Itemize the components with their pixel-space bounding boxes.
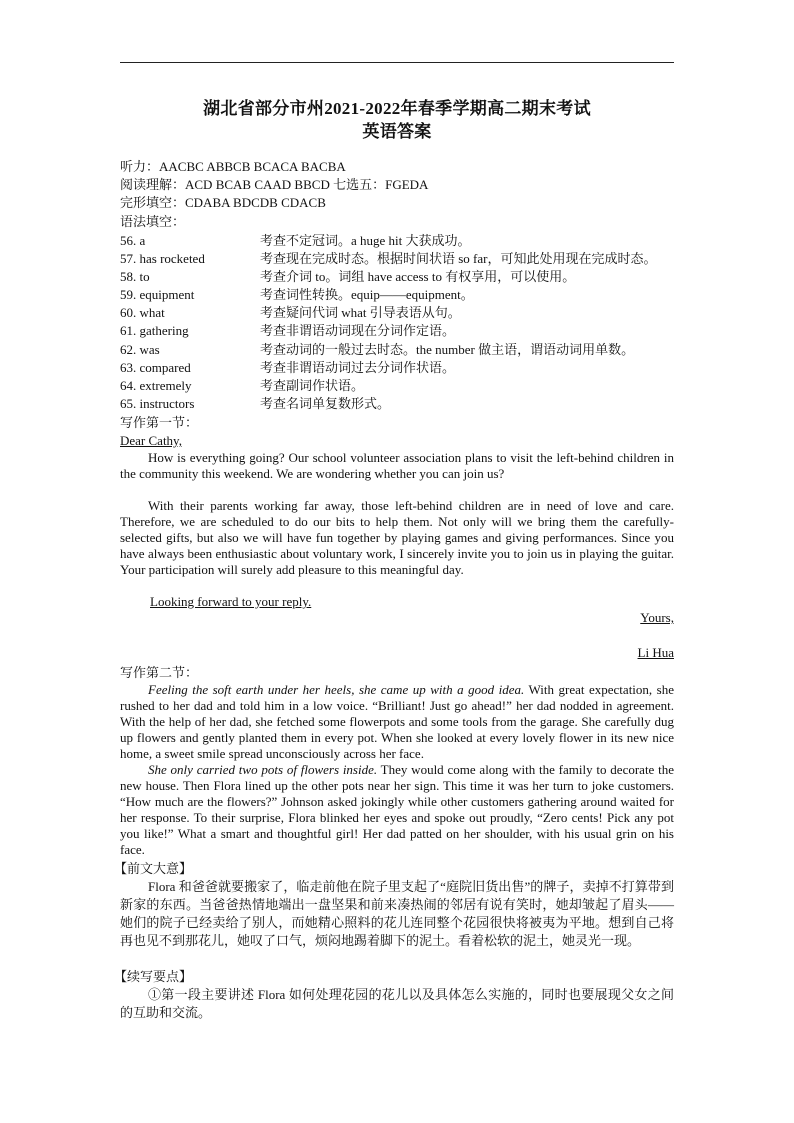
letter-signoff-text: Yours,	[640, 610, 674, 625]
letter-signoff	[120, 610, 674, 626]
grammar-row	[120, 341, 674, 359]
cloze-answers: 完形填空：CDABA BDCDB CDACB	[120, 195, 326, 210]
page-subtitle: 英语答案	[362, 122, 432, 141]
letter-signature-text: Li Hua	[637, 645, 674, 660]
grammar-row	[120, 359, 674, 377]
keypoints-text: ①第一段主要讲述 Flora 如何处理花园的花儿以及具体怎么实施的，同时也要展现父女之间的互助和交流。	[120, 987, 674, 1020]
grammar-answer: 57. has rocketed	[120, 251, 205, 266]
letter-paragraph-1: How is everything going? Our school volunteer association plans to visit the left-behind children in the community this weekend. We are wondering whether you can join us?	[120, 450, 674, 481]
grammar-row	[120, 395, 674, 413]
grammar-explanation: 考查词性转换。equip——equipment。	[260, 287, 474, 302]
grammar-explanation: 考查非谓语动词过去分词作状语。	[260, 360, 456, 375]
continuation-paragraph-2	[120, 762, 674, 858]
continuation-paragraph-1	[120, 682, 674, 762]
writing2-heading: 写作第二节：	[120, 665, 199, 680]
grammar-row	[120, 268, 674, 286]
top-rule	[120, 62, 674, 63]
grammar-explanation: 考查副词作状语。	[260, 378, 365, 393]
grammar-row	[120, 377, 674, 395]
letter-signature	[120, 645, 674, 661]
letter-salutation: Dear Cathy,	[120, 433, 182, 448]
continuation-body-2: They would come along with the family to decorate the new house. Then Flora lined up the other pots near her sign. This time it was her turn to joke customers. “How much are the flowers?” Johnson asked jokingly while other customers gathering around waited for her response. To their surprise, Flora blinked her eyes and spoke out proudly, “Zero cents! Pick any pot you like!” What a smart and thoughtful girl! Her dad patted on her shoulder, with his usual grin on his face.	[120, 762, 675, 857]
grammar-row	[120, 232, 674, 250]
listening-answers: 听力：AACBC ABBCB BCACA BACBA	[120, 159, 346, 174]
grammar-explanation: 考查不定冠词。a huge hit 大获成功。	[260, 233, 471, 248]
grammar-row	[120, 322, 674, 340]
grammar-row	[120, 286, 674, 304]
grammar-explanation: 考查动词的一般过去时态。the number 做主语，谓语动词用单数。	[260, 342, 635, 357]
grammar-explanation: 考查现在完成时态。根据时间状语 so far，可知此处用现在完成时态。	[260, 251, 657, 266]
continuation-body-1: With great expectation, she rushed to her dad and told him in a low voice. “Brilliant! Just go ahead!” her dad nodded in agreement. With the help of her dad, she fetched some flowerpots and some tools from the garage. She carefully dug up flowers and gently planted them in every pot. When she looked at every lovely flower in its new nice home, a sweet smile spread unconsciously across her face.	[120, 682, 674, 761]
summary-heading: 【前文大意】	[114, 861, 193, 876]
keypoints-heading: 【续写要点】	[114, 969, 193, 984]
grammar-row	[120, 250, 674, 268]
letter-closing	[150, 593, 311, 611]
summary-text: Flora 和爸爸就要搬家了，临走前他在院子里支起了“庭院旧货出售”的牌子，卖掉不打算带到新家的东西。当爸爸热情地端出一盘坚果和前来凑热闹的邻居有说有笑时，她却皱起了眉头——她们的院子已经卖给了别人，而她精心照料的花儿连同整个花园很快将被夷为平地。想到自己将再也见不到那花儿，她叹了口气，烦闷地踢着脚下的泥土。看着松软的泥土，她灵光一现。	[120, 879, 674, 948]
grammar-answer: 60. what	[120, 305, 165, 320]
grammar-answer: 62. was	[120, 342, 160, 357]
grammar-explanation: 考查介词 to。词组 have access to 有权享用，可以使用。	[260, 269, 576, 284]
grammar-answer: 64. extremely	[120, 378, 192, 393]
grammar-explanation: 考查非谓语动词现在分词作定语。	[260, 323, 456, 338]
grammar-answer: 61. gathering	[120, 323, 189, 338]
grammar-answer: 59. equipment	[120, 287, 195, 302]
grammar-answer: 65. instructors	[120, 396, 195, 411]
grammar-answer: 56. a	[120, 233, 146, 248]
writing1-heading: 写作第一节：	[120, 415, 199, 430]
continuation-opening-2: She only carried two pots of flowers inside.	[148, 762, 378, 777]
letter-closing-text: Looking forward to your reply.	[150, 594, 312, 609]
grammar-heading: 语法填空：	[120, 214, 186, 229]
reading-answers: 阅读理解：ACD BCAB CAAD BBCD 七选五：FGEDA	[120, 177, 429, 192]
grammar-explanation: 考查名词单复数形式。	[260, 396, 391, 411]
grammar-answer: 58. to	[120, 269, 150, 284]
grammar-explanation: 考查疑问代词 what 引导表语从句。	[260, 305, 461, 320]
letter-paragraph-2: With their parents working far away, those left-behind children are in need of love and care. Therefore, we are scheduled to do our bits to help them. Not only will we bring them the carefully-selected gifts, but also we will have fun together by playing games and giving performances. Since you have always been enthusiastic about voluntary work, I sincerely invite you to join us in playing the guitar. Your participation will surely add pleasure to this meaningful day.	[120, 498, 674, 577]
continuation-opening-1: Feeling the soft earth under her heels, she came up with a good idea.	[148, 682, 525, 697]
grammar-row	[120, 304, 674, 322]
page-title: 湖北省部分市州2021-2022年春季学期高二期末考试	[203, 99, 591, 118]
grammar-answer: 63. compared	[120, 360, 191, 375]
